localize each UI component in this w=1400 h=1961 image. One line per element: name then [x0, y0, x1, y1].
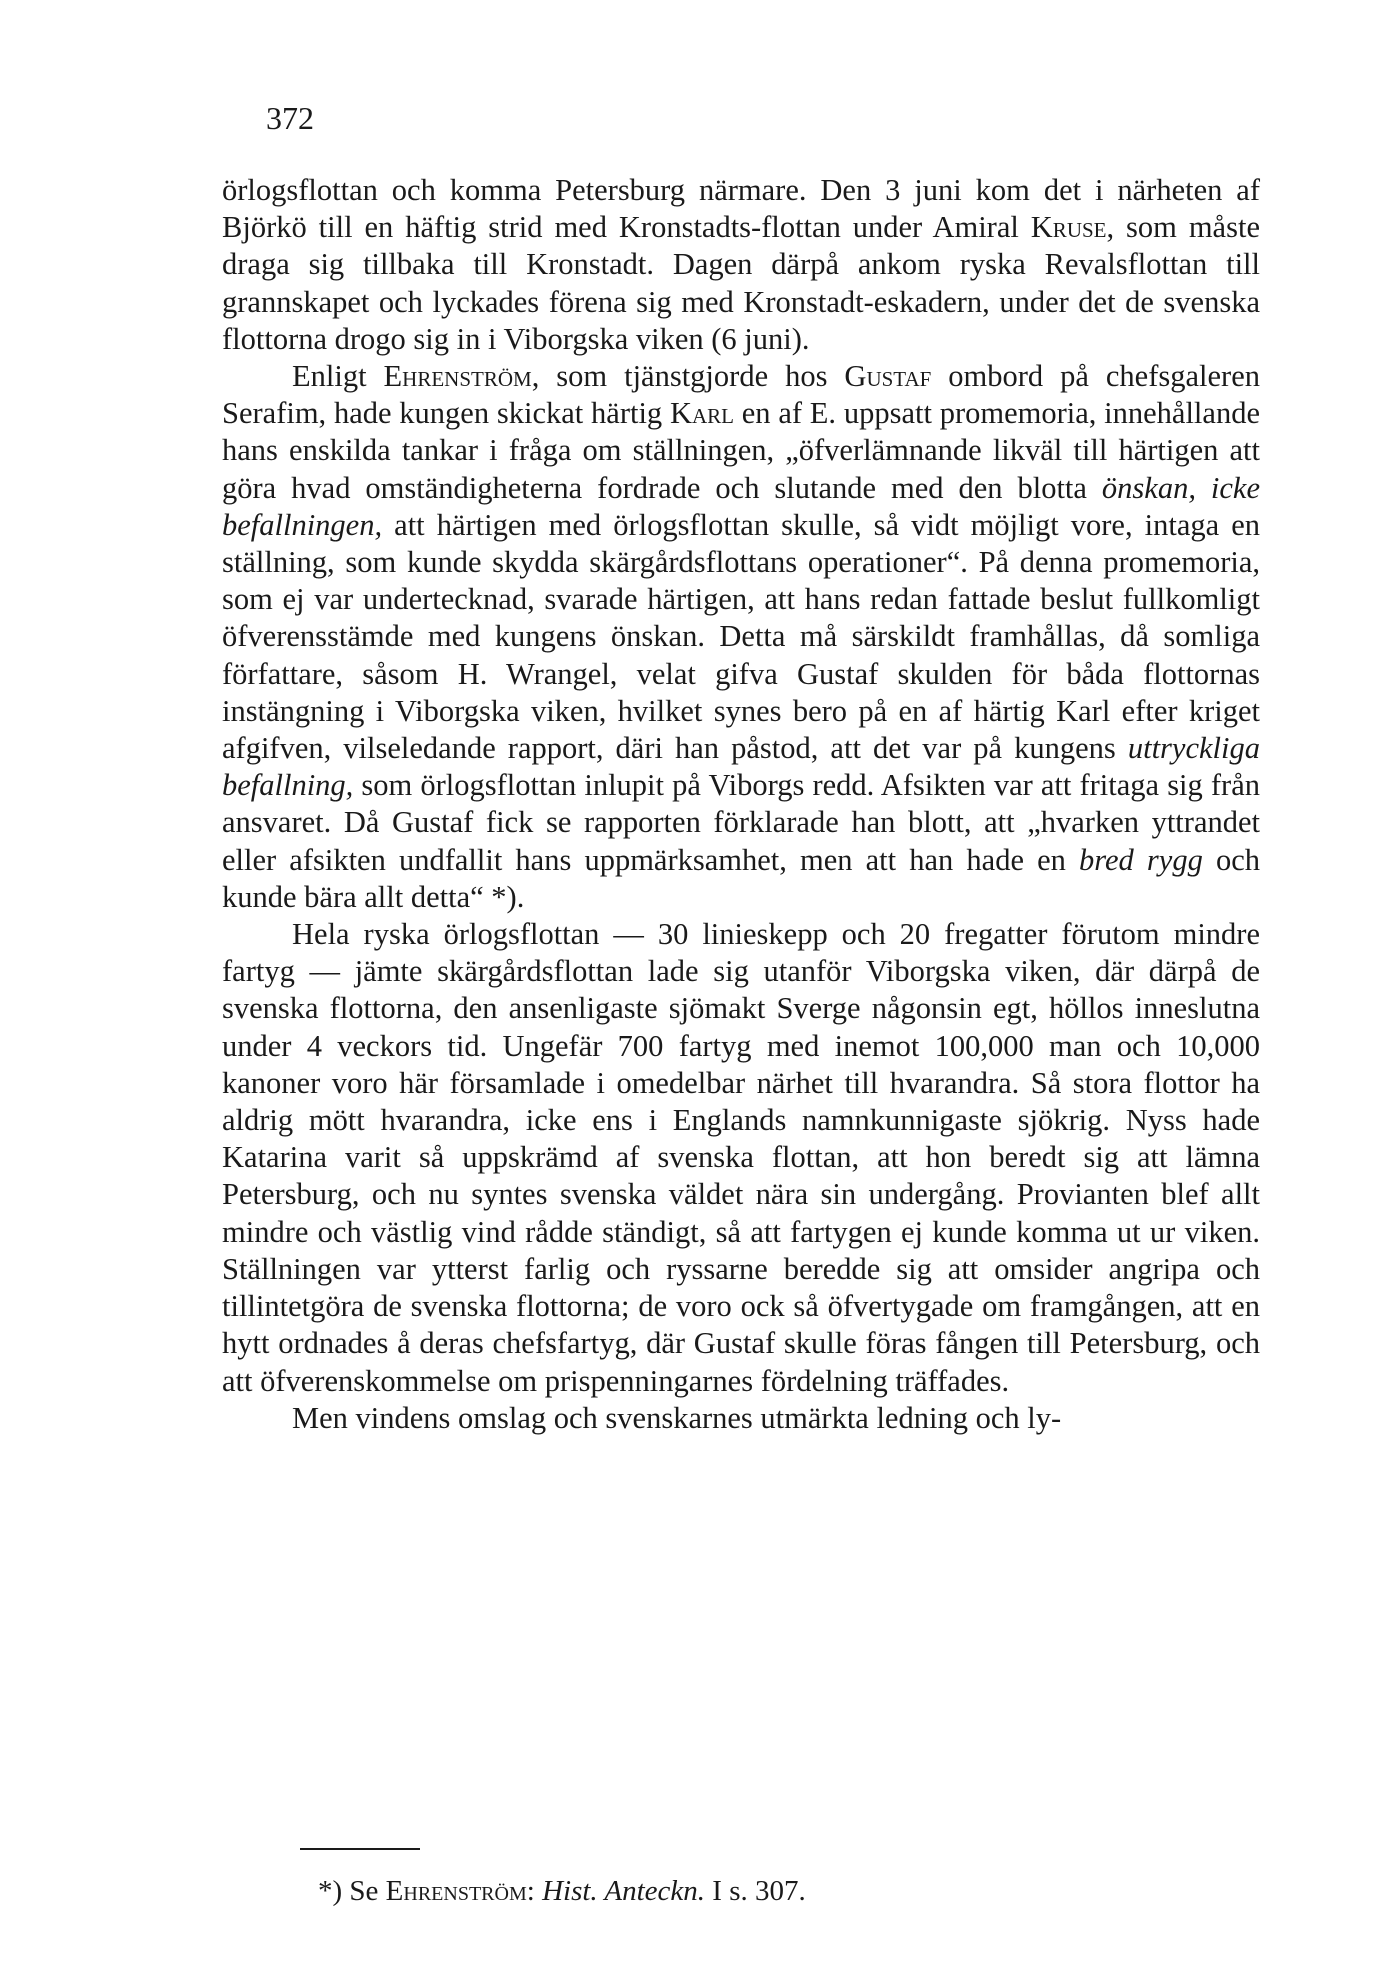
- emphasis-text: önskan, icke befallningen,: [222, 470, 1260, 542]
- text-run: Men vindens omslag och svenskarnes utmärkta ledning och ly-: [292, 1400, 1062, 1435]
- text-run: att härtigen med örlogsflottan skulle, så vidt möjligt vore, intaga en ställning, som kunde skydda skärgårdsflottans operationer“. På denna promemoria, som ej var undertecknad, svarade härtigen, att hans redan fattade beslut fullkomligt öfverensstämde med kungens önskan. Detta må särskildt framhållas, då somliga författare, såsom H. Wrangel, velat gifva Gustaf skulden för båda flottornas instängning i Viborgska viken, hvilket synes bero på en af härtig Karl efter kriget afgifven, vilseledande rapport, däri han påstod, att det var på kungens: [222, 507, 1260, 766]
- text-run: , som måste draga sig tillbaka till Kronstadt. Dagen därpå ankom ryska Revalsflottan till grannskapet och lyckades förena sig med Kronstadt-eskadern, under det de svenska flottorna drogo sig in i Viborgska viken (6 juni).: [222, 210, 1260, 356]
- text-run: och kunde bära allt detta“ *).: [222, 842, 1260, 914]
- paragraph: [222, 916, 1260, 1400]
- emphasis-text: uttryckliga befallning,: [222, 731, 1260, 803]
- text-run: , som tjänstgjorde hos: [531, 359, 845, 394]
- name-small-caps: Ehrenström: [383, 359, 532, 394]
- text-run: Hela ryska örlogsflottan — 30 linieskepp och 20 fregatter förutom mindre fartyg — jämte skärgårdsflottan lade sig utanför Viborgska viken, där därpå de svenska flottorna, den ansenligaste sjömakt Sverge någonsin egt, höllos inneslutna under 4 veckors tid. Ungefär 700 fartyg med inemot 100,000 man och 10,000 kanoner voro här församlade i omedelbar närhet till hvarandra. Så stora flottor ha aldrig mött hvarandra, icke ens i Englands namnkunnigaste sjökrig. Nyss hade Katarina varit så uppskrämd af svenska flottan, att hon beredt sig att lämna Petersburg, och nu syntes svenska väldet nära sin undergång. Provianten blef allt mindre och västlig vind rådde ständigt, så att fartygen ej kunde komma ut ur viken. Ställningen var ytterst farlig och ryssarne beredde sig att omsider angripa och tillintetgöra de svenska flottorna; de voro ock så öfvertygade om framgången, att en hytt ordnades å deras chefsfartyg, där Gustaf skulle föras fången till Petersburg, och att öfverenskommelse om prispenningarnes fördelning träffades.: [222, 917, 1260, 1398]
- text-run: som örlogsflottan inlupit på Viborgs redd. Afsikten var att fritaga sig från ansvaret. Då Gustaf fick se rapporten förklarade han blott, att „hvarken yttrandet eller afsikten undfallit hans uppmärksamhet, men att han hade en: [222, 768, 1260, 877]
- text-run: en af E. uppsatt promemoria, innehållande hans enskilda tankar i fråga om ställningen, „öfverlämnande likväl till härtigen att göra hvad omständigheterna fordrade och slutande med den blotta: [222, 396, 1260, 505]
- footnote-prefix: Se: [342, 1875, 386, 1907]
- footnote-title: Hist. Anteckn.: [542, 1875, 706, 1907]
- paragraph: [222, 1400, 1260, 1437]
- footnote-ref: I s. 307.: [705, 1875, 806, 1907]
- paragraph: [222, 358, 1260, 916]
- footnote-rule: [300, 1848, 420, 1850]
- name-small-caps: Kruse: [1030, 210, 1107, 245]
- footnote-author: Ehrenström: [385, 1875, 527, 1907]
- footnote-colon: :: [526, 1875, 543, 1907]
- body-text: [222, 172, 1260, 1437]
- emphasis-text: bred rygg: [1079, 842, 1203, 877]
- text-run: ombord på chefsgaleren Serafim, hade kungen skickat härtig: [222, 359, 1260, 431]
- paragraph: [222, 172, 1260, 358]
- footnote-marker: *): [318, 1875, 343, 1907]
- text-run: örlogsflottan och komma Petersburg närmare. Den 3 juni kom det i närheten af Björkö till en häftig strid med Kronstadts-flottan under Amiral: [222, 173, 1260, 245]
- name-small-caps: Karl: [669, 396, 734, 431]
- page-number: 372: [266, 100, 314, 136]
- footnote: [318, 1874, 806, 1908]
- name-small-caps: Gustaf: [844, 359, 932, 394]
- text-run: Enligt: [292, 359, 384, 394]
